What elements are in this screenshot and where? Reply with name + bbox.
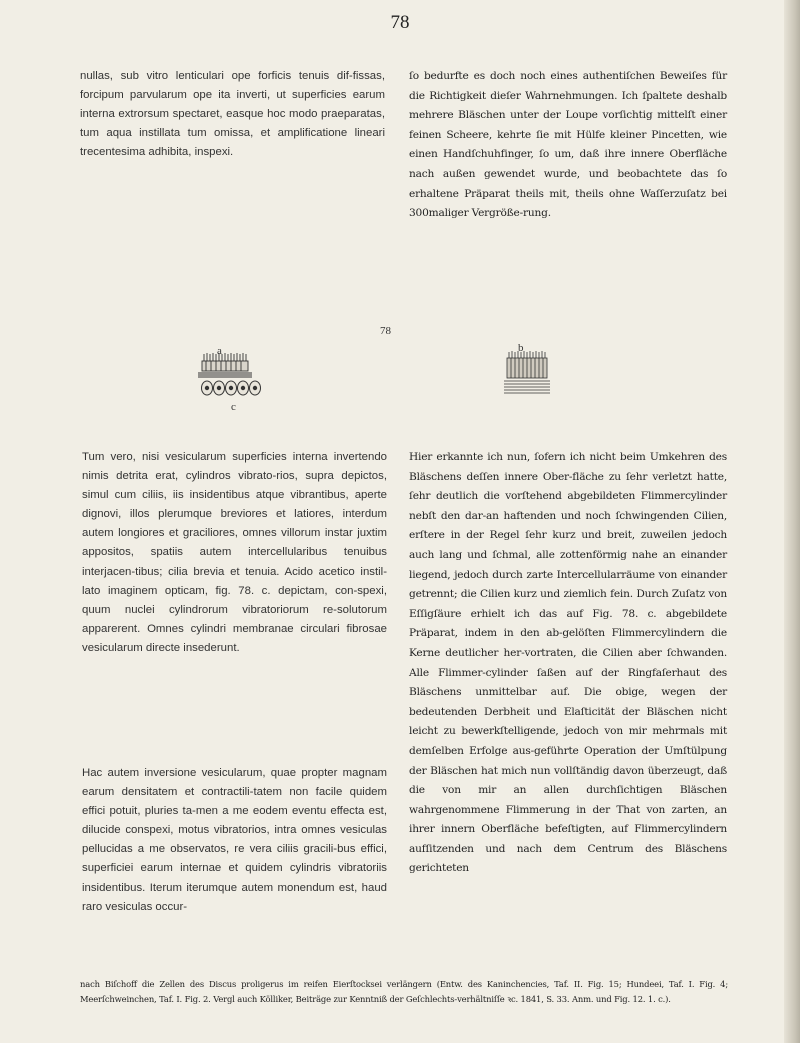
latin-paragraph-3: Hac autem inversione vesicularum, quae propter magnam earum densitatem et contractili-tatem non facile quidem effici potuit, pluries ta-men a me eodem eventu effecta est, dilucide conspexi, motus vibratorios, intra omnes vesiculas pellucidas a me observatos, re vera ciliis gracili-bus effici, superficiei earum internae et quidem cylindris vibratoriis insidentibus. Iterum iterumque autem monendum est, haud raro vesiculas occur-	[82, 767, 387, 913]
figure-c-nuclei	[200, 378, 264, 398]
latin-paragraph-2: Tum vero, nisi vesicularum superficies interna invertendo nimis detrita erat, cylindros vibrato-rios, supra depictos, simul cum ciliis, iis insidentibus atque vibrantibus, aperte dignovi, illos plerumque breviores et latiores, interdum autem longiores et graciliores, omnes villorum instar juxtim appositos, spatiis autem intercellularibus tenuibus interjacen-tibus; cilia brevia et tenuia. Acido acetico instil-lato imaginem opticam, fig. 78. c. depictam, con-spexi, quum nuclei cylindrorum vibratoriorum re-solutorum apparerent. Omnes cylindri membranae circulari fibrosae vesicularum directe insederunt.	[82, 451, 387, 654]
figure-label-c: c	[231, 401, 236, 413]
german-paragraph-1: ſo bedurfte es doch noch eines authentiſchen Beweiſes für die Richtigkeit dieſer Wahrnehmungen. Ich ſpaltete deshalb mehrere Bläschen unter der Loupe vorſichtig mittelſt einer feinen Scheere, kehrte ſie mit Hülfe kleiner Pincetten, wie einen Handſchuhfinger, ſo um, daß ihre innere Oberfläche nach außen gewendet wurde, und beobachtete das ſo erhaltene Präparat theils mit, theils ohne Waſſerzuſatz bei 300maliger Vergröße-rung.	[409, 70, 727, 220]
page-binding-edge	[784, 0, 800, 1043]
latin-paragraph-1: nullas, sub vitro lenticulari ope forficis tenuis dif-fissas, forcipum parvularum ope ita inverti, ut superficies earum interna extrorsum spectaret, easque hoc modo praeparatas, tum aqua instillata tum omissa, et amplificatione lineari trecentesima adhibita, inspexi.	[80, 70, 385, 159]
figure-label-a: a	[217, 345, 222, 357]
figure-label-b: b	[518, 342, 524, 354]
footnote: nach Biſchoff die Zellen des Discus proligerus im reifen Eierſtocksei verlängern (Entw. des Kaninchencies, Taf. II. Fig. 15; Hundeei, Taf. I. Fig. 4; Meerſchweinchen, Taf. I. Fig. 2. Vergl auch Kölliker, Beiträge zur Kenntniß der Geſchlechts-verhältniſſe ꝛc. 1841, S. 33. Anm. und Fig. 12. 1. c.).	[80, 979, 728, 1004]
german-paragraph-2: Hier erkannte ich nun, ſofern ich nicht beim Umkehren des Bläschens deſſen innere Ober-fläche zu ſehr verletzt hatte, ſehr deutlich die vorſtehend abgebildeten Flimmercylinder nebſt den dar-an haftenden und noch ſchwingenden Cilien, erſtere in der Regel ſehr kurz und breit, zuweilen jedoch auch lang und ſchmal, alle zottenförmig nahe an einander liegend, jedoch durch zarte Intercellularräume von einander getrennt; die Cilien kurz und ziemlich fein. Durch Zuſatz von Eſſigſäure erhielt ich das auf Fig. 78. c. abgebildete Präparat, indem in den ab-gelöſten Flimmercylindern die Kerne deutlicher her-vortraten, die Cilien aber ſchwanden. Alle Flimmer-cylinder ſaßen auf der Ringfaſerhaut des Bläschens unmittelbar auf. Die obige, wegen der bedeutenden Derbheit und Elaſticität der Bläschen nicht leicht zu bewerkſtelligende, jedoch von mir mehrmals mit demſelben Erfolge aus-geführte Operation der Umſtülpung der Bläschen hat mich nun vollſtändig davon überzeugt, daß die von mir an allen durchſichtigen Bläschen wahrgenommene Flimmerung in der That von zarten, an ihrer innern Oberfläche befeſtigten, auf Flimmercylindern aufſitzenden und nach dem Centrum des Bläschens gerichteten	[409, 451, 727, 875]
figure-number: 78	[380, 325, 391, 337]
page-number: 78	[390, 12, 410, 33]
figure-b-long-cylinders	[503, 350, 551, 394]
figure-a-ciliated-cylinders	[196, 352, 254, 378]
